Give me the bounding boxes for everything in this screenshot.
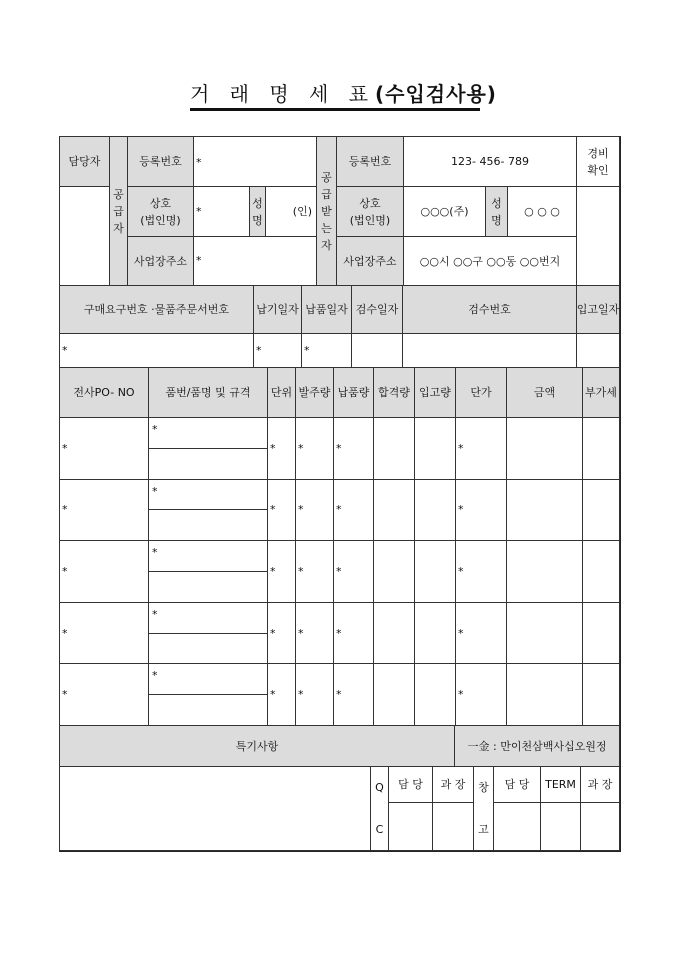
item-amount-cell[interactable] bbox=[507, 480, 583, 542]
warehouse-label: 창 고 bbox=[474, 767, 494, 851]
item-po-cell[interactable]: * bbox=[60, 418, 149, 480]
item-amount-cell[interactable] bbox=[507, 418, 583, 480]
item-vat-cell[interactable] bbox=[583, 541, 620, 603]
item-price-cell[interactable]: * bbox=[456, 664, 507, 726]
item-order-qty-cell[interactable]: * bbox=[296, 603, 334, 665]
receiver-label: 공 급 받 는 자 bbox=[317, 137, 337, 286]
due-date-value[interactable]: * bbox=[254, 334, 302, 368]
item-order-qty-header: 발주량 bbox=[296, 368, 334, 418]
approval-box[interactable] bbox=[577, 187, 620, 286]
item-order-qty-cell[interactable]: * bbox=[296, 480, 334, 542]
wh-manager-sign[interactable] bbox=[581, 803, 620, 851]
page-title: 거 래 명 세 표(수입검사용) bbox=[190, 82, 480, 111]
item-part-spec[interactable] bbox=[149, 634, 268, 665]
supplier-address-value[interactable]: * bbox=[194, 237, 317, 286]
item-pass-qty-cell[interactable] bbox=[374, 480, 415, 542]
item-price-cell[interactable]: * bbox=[456, 541, 507, 603]
po-number-header: 구매요구번호 ·물품주문서번호 bbox=[60, 286, 254, 334]
item-pass-qty-cell[interactable] bbox=[374, 418, 415, 480]
item-price-cell[interactable]: * bbox=[456, 480, 507, 542]
receiver-name-value[interactable]: ○ ○ ○ bbox=[508, 187, 577, 237]
wh-term-sign[interactable] bbox=[541, 803, 581, 851]
receipt-date-value[interactable] bbox=[577, 334, 620, 368]
item-unit-cell[interactable]: * bbox=[268, 603, 296, 665]
item-unit-cell[interactable]: * bbox=[268, 480, 296, 542]
item-vat-header: 부가세 bbox=[583, 368, 620, 418]
item-part-spec[interactable] bbox=[149, 510, 268, 541]
item-part-header: 품번/품명 및 규격 bbox=[149, 368, 268, 418]
remarks-box[interactable] bbox=[60, 767, 371, 851]
item-delivery-qty-header: 납품량 bbox=[334, 368, 374, 418]
item-part-name[interactable]: * bbox=[149, 603, 268, 634]
due-date-header: 납기일자 bbox=[254, 286, 302, 334]
item-vat-cell[interactable] bbox=[583, 418, 620, 480]
po-number-value[interactable]: * bbox=[60, 334, 254, 368]
inspection-date-header: 검수일자 bbox=[352, 286, 403, 334]
item-part-spec[interactable] bbox=[149, 449, 268, 480]
item-po-cell[interactable]: * bbox=[60, 541, 149, 603]
supplier-reg-label: 등록번호 bbox=[128, 137, 194, 187]
item-pass-qty-cell[interactable] bbox=[374, 541, 415, 603]
item-unit-cell[interactable]: * bbox=[268, 418, 296, 480]
wh-staff-header: 담 당 bbox=[494, 767, 541, 803]
item-vat-cell[interactable] bbox=[583, 664, 620, 726]
approval-label: 경비 확인 bbox=[577, 137, 620, 187]
item-po-cell[interactable]: * bbox=[60, 603, 149, 665]
item-order-qty-cell[interactable]: * bbox=[296, 418, 334, 480]
item-pass-qty-cell[interactable] bbox=[374, 603, 415, 665]
item-pass-qty-header: 합격량 bbox=[374, 368, 415, 418]
item-amount-cell[interactable] bbox=[507, 664, 583, 726]
inspection-date-value[interactable] bbox=[352, 334, 403, 368]
receiver-address-value[interactable]: ○○시 ○○구 ○○동 ○○번지 bbox=[404, 237, 577, 286]
item-receipt-qty-cell[interactable] bbox=[415, 541, 456, 603]
supplier-seal[interactable]: (인) bbox=[266, 187, 317, 237]
receiver-company-label: 상호 (법인명) bbox=[337, 187, 404, 237]
item-receipt-qty-header: 입고량 bbox=[415, 368, 456, 418]
item-price-cell[interactable]: * bbox=[456, 603, 507, 665]
item-receipt-qty-cell[interactable] bbox=[415, 418, 456, 480]
receiver-address-label: 사업장주소 bbox=[337, 237, 404, 286]
item-part-name[interactable]: * bbox=[149, 541, 268, 572]
item-pass-qty-cell[interactable] bbox=[374, 664, 415, 726]
receiver-name-label: 성 명 bbox=[486, 187, 508, 237]
item-part-spec[interactable] bbox=[149, 695, 268, 726]
item-part-name[interactable]: * bbox=[149, 664, 268, 695]
wh-manager-header: 과 장 bbox=[581, 767, 620, 803]
item-delivery-qty-cell[interactable]: * bbox=[334, 418, 374, 480]
item-po-cell[interactable]: * bbox=[60, 664, 149, 726]
item-part-name[interactable]: * bbox=[149, 480, 268, 511]
item-order-qty-cell[interactable]: * bbox=[296, 664, 334, 726]
qc-manager-header: 과 장 bbox=[433, 767, 474, 803]
receiver-reg-value[interactable]: 123- 456- 789 bbox=[404, 137, 577, 187]
inspection-number-header: 검수번호 bbox=[403, 286, 577, 334]
item-po-cell[interactable]: * bbox=[60, 480, 149, 542]
supplier-reg-value[interactable]: * bbox=[194, 137, 317, 187]
item-unit-cell[interactable]: * bbox=[268, 541, 296, 603]
delivery-date-value[interactable]: * bbox=[302, 334, 352, 368]
item-amount-cell[interactable] bbox=[507, 541, 583, 603]
receipt-date-header: 입고일자 bbox=[577, 286, 620, 334]
item-vat-cell[interactable] bbox=[583, 480, 620, 542]
receiver-reg-label: 등록번호 bbox=[337, 137, 404, 187]
item-delivery-qty-cell[interactable]: * bbox=[334, 541, 374, 603]
item-price-header: 단가 bbox=[456, 368, 507, 418]
item-delivery-qty-cell[interactable]: * bbox=[334, 664, 374, 726]
receiver-company-value[interactable]: ○○○(주) bbox=[404, 187, 486, 237]
total-amount: 一金 : 만이천삼백사십오원정 bbox=[455, 726, 620, 767]
damdangja-box[interactable] bbox=[60, 187, 110, 286]
qc-staff-sign[interactable] bbox=[389, 803, 433, 851]
statement-form bbox=[59, 136, 621, 852]
item-delivery-qty-cell[interactable]: * bbox=[334, 603, 374, 665]
item-unit-cell[interactable]: * bbox=[268, 664, 296, 726]
qc-staff-header: 담 당 bbox=[389, 767, 433, 803]
item-delivery-qty-cell[interactable]: * bbox=[334, 480, 374, 542]
inspection-number-value[interactable] bbox=[403, 334, 577, 368]
item-po-header: 전사PO- NO bbox=[60, 368, 149, 418]
supplier-company-value[interactable]: * bbox=[194, 187, 250, 237]
item-receipt-qty-cell[interactable] bbox=[415, 603, 456, 665]
remarks-label: 특기사항 bbox=[60, 726, 455, 767]
qc-label: Q C bbox=[371, 767, 389, 851]
damdangja-label: 담당자 bbox=[60, 137, 110, 187]
item-vat-cell[interactable] bbox=[583, 603, 620, 665]
supplier-company-label: 상호 (법인명) bbox=[128, 187, 194, 237]
supplier-address-label: 사업장주소 bbox=[128, 237, 194, 286]
wh-term-header: TERM bbox=[541, 767, 581, 803]
item-part-spec[interactable] bbox=[149, 572, 268, 603]
supplier-label: 공 급 자 bbox=[110, 137, 128, 286]
item-unit-header: 단위 bbox=[268, 368, 296, 418]
item-amount-header: 금액 bbox=[507, 368, 583, 418]
item-receipt-qty-cell[interactable] bbox=[415, 480, 456, 542]
supplier-name-label: 성 명 bbox=[250, 187, 266, 237]
qc-manager-sign[interactable] bbox=[433, 803, 474, 851]
delivery-date-header: 납품일자 bbox=[302, 286, 352, 334]
wh-staff-sign[interactable] bbox=[494, 803, 541, 851]
item-part-name[interactable]: * bbox=[149, 418, 268, 449]
item-amount-cell[interactable] bbox=[507, 603, 583, 665]
item-receipt-qty-cell[interactable] bbox=[415, 664, 456, 726]
item-order-qty-cell[interactable]: * bbox=[296, 541, 334, 603]
item-price-cell[interactable]: * bbox=[456, 418, 507, 480]
